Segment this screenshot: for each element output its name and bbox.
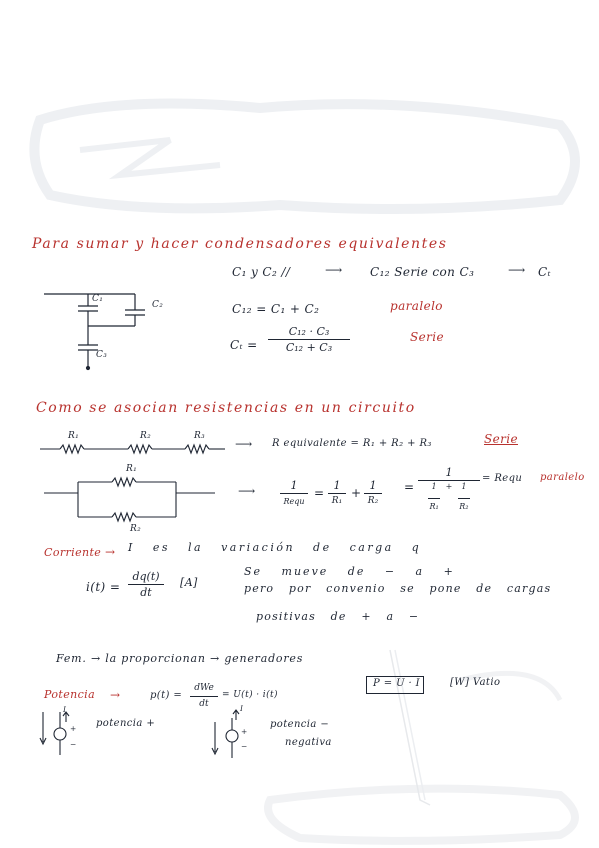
frac-numerator: dWe xyxy=(194,683,214,693)
unit-ampere: [A] xyxy=(180,576,198,589)
tag-paralelo: paralelo xyxy=(390,299,443,313)
plus-sign: + xyxy=(445,482,453,491)
heading-condensadores: Para sumar y hacer condensadores equivalentes xyxy=(32,236,448,252)
power-formula: P = U · I xyxy=(373,678,420,689)
eq-p-lhs: p(t) = xyxy=(150,690,183,701)
label-potencia-positiva: potencia + xyxy=(96,718,156,729)
eq-c12-sum: C₁₂ = C₁ + C₂ xyxy=(232,302,320,316)
label-potencia: Potencia xyxy=(44,688,96,701)
fem-line: Fem. → la proporcionan → generadores xyxy=(56,652,304,665)
arrow-icon: ⟶ xyxy=(238,484,256,498)
frac-denominator: dt xyxy=(199,699,209,709)
frac-denominator: Requ xyxy=(283,497,305,506)
frac-denominator: dt xyxy=(140,586,152,599)
symbol-current-i: I xyxy=(63,705,67,714)
label-r1-parallel: R₁ xyxy=(126,464,138,474)
frac-numerator: 1 xyxy=(333,479,341,492)
equals-sign: = xyxy=(404,480,415,494)
label-potencia-negativa-2: negativa xyxy=(285,737,332,748)
symbol-minus: − xyxy=(241,742,248,751)
frac-numerator: 1 xyxy=(431,482,437,491)
label-r3: R₃ xyxy=(194,431,206,441)
label-c2: C₂ xyxy=(152,300,164,310)
symbol-plus: + xyxy=(70,724,77,733)
symbol-current-i: I xyxy=(240,704,244,713)
note-se-mueve: Se mueve de − a + xyxy=(244,565,455,578)
symbol-plus: + xyxy=(241,727,248,736)
frac-denominator: R₂ xyxy=(367,496,379,506)
label-r1: R₁ xyxy=(68,431,80,441)
note-positivas: positivas de + a − xyxy=(256,610,420,623)
label-corriente: Corriente xyxy=(44,546,102,559)
eq-ct-denominator: C₁₂ + C₃ xyxy=(285,341,333,354)
corriente-definition: I es la variación de carga q xyxy=(128,541,422,554)
arrow-icon: ⟶ xyxy=(235,437,253,451)
eq-ct-lhs: Cₜ = xyxy=(230,338,258,352)
frac-numerator: dq(t) xyxy=(132,570,160,583)
arrow-icon: → xyxy=(110,688,121,702)
eq-ct: Cₜ xyxy=(538,265,551,279)
frac-numerator: 1 xyxy=(461,482,467,491)
eq-ct-numerator: C₁₂ · C₃ xyxy=(288,325,330,338)
heading-resistencias: Como se asocian resistencias en un circuito xyxy=(36,400,416,416)
label-potencia-negativa-1: potencia − xyxy=(270,719,330,730)
plus-sign: + xyxy=(351,486,362,500)
eq-i-lhs: i(t) = xyxy=(86,580,121,594)
frac-denominator: R₂ xyxy=(459,502,469,511)
label-c1: C₁ xyxy=(92,294,104,304)
eq-r-equivalente: R equivalente = R₁ + R₂ + R₃ xyxy=(272,438,432,449)
frac-numerator: 1 xyxy=(369,479,377,492)
eq-requ-result: = Requ xyxy=(482,473,523,484)
frac-denominator: R₁ xyxy=(331,496,343,506)
symbol-minus: − xyxy=(70,740,77,749)
tag-paralelo-resistencias: paralelo xyxy=(540,472,585,483)
label-r2: R₂ xyxy=(140,431,152,441)
tag-serie: Serie xyxy=(410,330,444,344)
frac-denominator: R₁ xyxy=(429,502,439,511)
label-c3: C₃ xyxy=(96,350,108,360)
arrow-icon: → xyxy=(105,545,116,559)
frac-numerator: 1 xyxy=(290,479,298,492)
arrow-icon: ⟶ xyxy=(325,263,343,277)
tag-serie-resistencias: Serie xyxy=(484,432,518,446)
frac-numerator: 1 xyxy=(445,466,453,479)
eq-p-rhs: = U(t) · i(t) xyxy=(222,690,278,700)
note-convenio: pero por convenio se pone de cargas xyxy=(244,582,552,595)
unit-watt: [W] Vatio xyxy=(450,677,501,688)
label-r2-parallel: R₂ xyxy=(130,524,142,534)
arrow-icon: ⟶ xyxy=(508,263,526,277)
eq-c1-c2-parallel: C₁ y C₂ // xyxy=(232,265,291,279)
eq-c12-serie-c3: C₁₂ Serie con C₃ xyxy=(370,265,475,279)
equals-sign: = xyxy=(314,486,325,500)
